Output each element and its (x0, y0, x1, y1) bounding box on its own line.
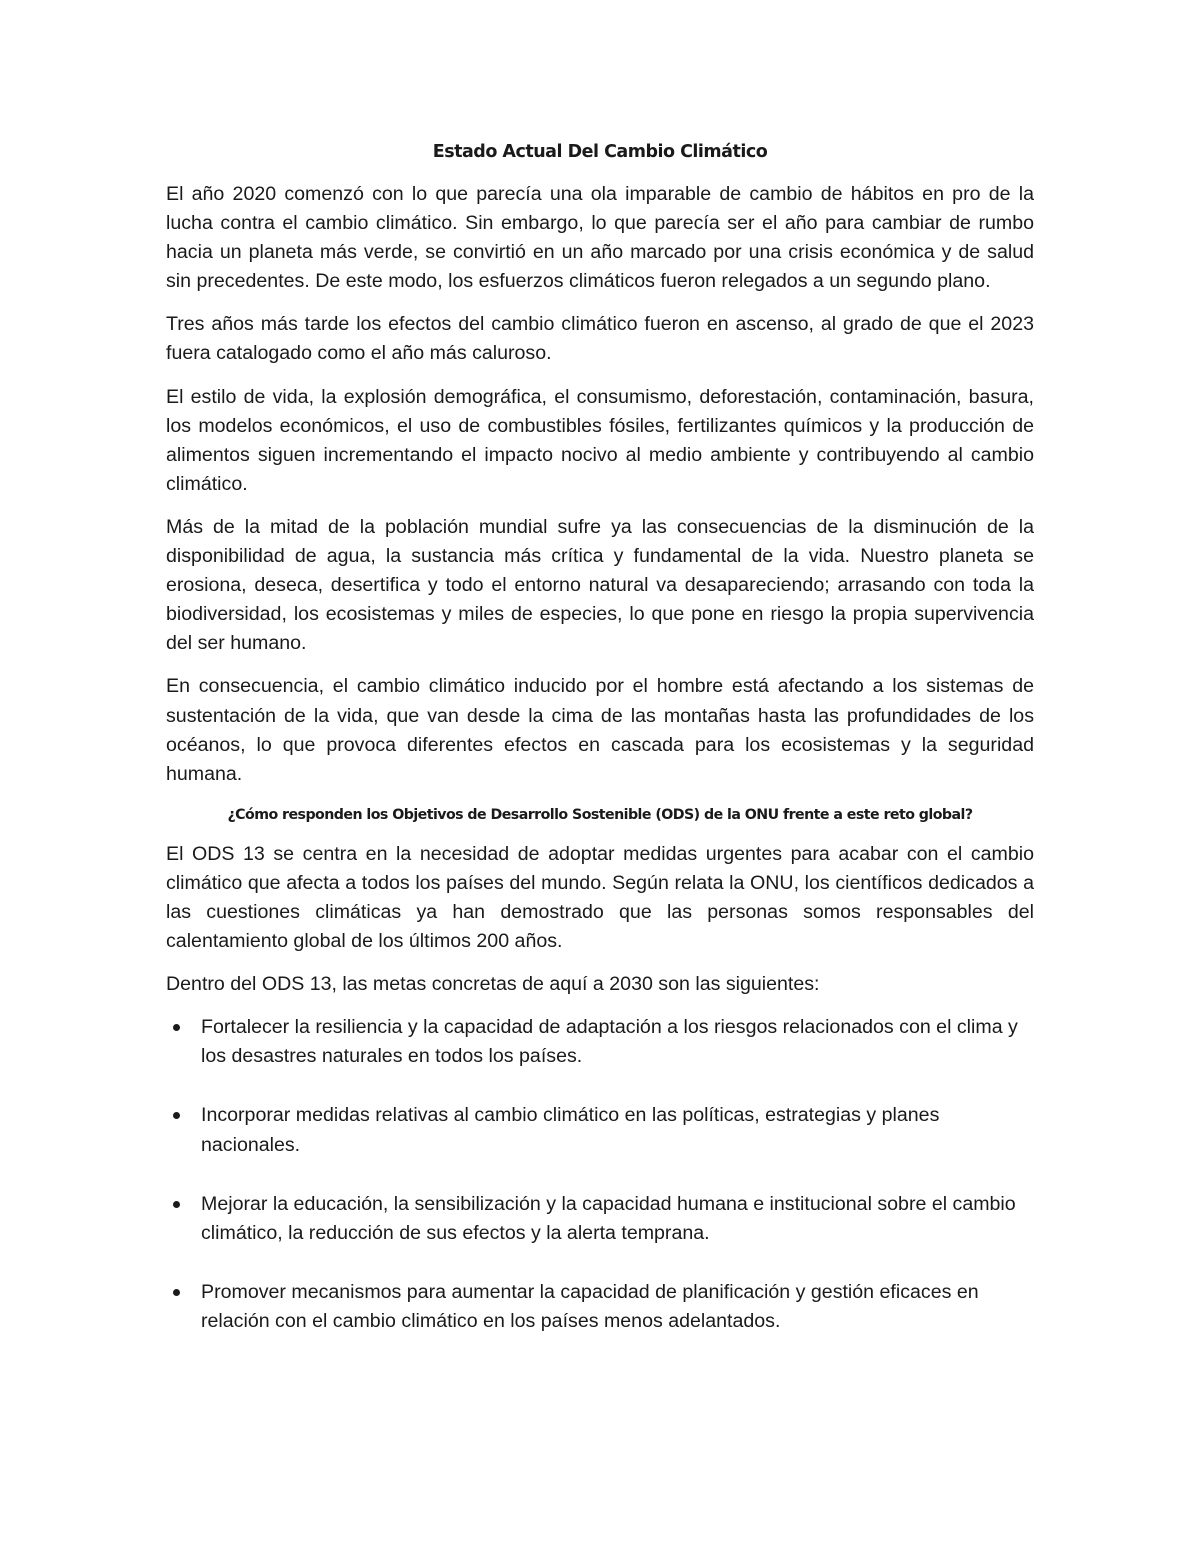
paragraph-ods13: El ODS 13 se centra en la necesidad de adoptar medidas urgentes para acabar con el cambio climático que afecta a todos los países del mundo. Según relata la ONU, los científicos dedicados a las cuestiones climáticas ya han demostrado que las personas somos responsables del calentamiento global de los últimos 200 años. (166, 842, 1034, 953)
list-item (166, 1013, 1034, 1071)
list-item-text: Promover mecanismos para aumentar la capacidad de planificación y gestión eficaces en relación con el cambio climático en los países menos adelantados. (201, 1280, 979, 1332)
document-body (166, 138, 1034, 1366)
list-item (166, 1190, 1034, 1248)
section-subheading: ¿Cómo responden los Objetivos de Desarrollo Sostenible (ODS) de la ONU frente a este reto global? (227, 806, 973, 823)
bullet-icon (173, 1289, 180, 1296)
list-item (166, 1101, 1034, 1159)
paragraph-goals-intro: Dentro del ODS 13, las metas concretas de aquí a 2030 son las siguientes: (166, 973, 820, 996)
paragraph-intro: El año 2020 comenzó con lo que parecía una ola imparable de cambio de hábitos en pro de la lucha contra el cambio climático. Sin embargo, lo que parecía ser el año para cambiar de rumbo hacia un planeta más verde, se convirtió en un año marcado por una crisis económica y de salud sin precedentes. De este modo, los esfuerzos climáticos fueron relegados a un segundo plano. (166, 183, 1034, 293)
bullet-icon (173, 1024, 180, 1031)
bullet-icon (173, 1201, 180, 1208)
paragraph-2023: Tres años más tarde los efectos del cambio climático fueron en ascenso, al grado de que el 2023 fuera catalogado como el año más caluroso. (166, 313, 1034, 365)
list-item-text: Incorporar medidas relativas al cambio climático en las políticas, estrategias y planes nacionales. (201, 1104, 940, 1156)
paragraph-causes: El estilo de vida, la explosión demográfica, el consumismo, deforestación, contaminación, basura, los modelos económicos, el uso de combustibles fósiles, fertilizantes químicos y la producción de alimentos siguen incrementando el impacto nocivo al medio ambiente y contribuyendo al cambio climático. (166, 385, 1034, 495)
list-item-text: Mejorar la educación, la sensibilización y la capacidad humana e institucional sobre el cambio climático, la reducción de sus efectos y la alerta temprana. (201, 1192, 1016, 1244)
goals-list (166, 1013, 1034, 1336)
list-item-text: Fortalecer la resiliencia y la capacidad de adaptación a los riesgos relacionados con el clima y los desastres naturales en todos los países. (201, 1016, 1018, 1068)
bullet-icon (173, 1112, 180, 1119)
paragraph-water: Más de la mitad de la población mundial sufre ya las consecuencias de la disminución de la disponibilidad de agua, la sustancia más crítica y fundamental de la vida. Nuestro planeta se erosiona, deseca, desertifica y todo el entorno natural va desapareciendo; arrasando con toda la biodiversidad, los ecosistemas y miles de especies, lo que pone en riesgo la propia supervivencia del ser humano. (166, 515, 1034, 655)
document-title: Estado Actual Del Cambio Climático (432, 142, 768, 162)
list-item (166, 1278, 1034, 1336)
paragraph-consequences: En consecuencia, el cambio climático inducido por el hombre está afectando a los sistemas de sustentación de la vida, que van desde la cima de las montañas hasta las profundidades de los océanos, lo que provoca diferentes efectos en cascada para los ecosistemas y la seguridad humana. (166, 675, 1034, 785)
